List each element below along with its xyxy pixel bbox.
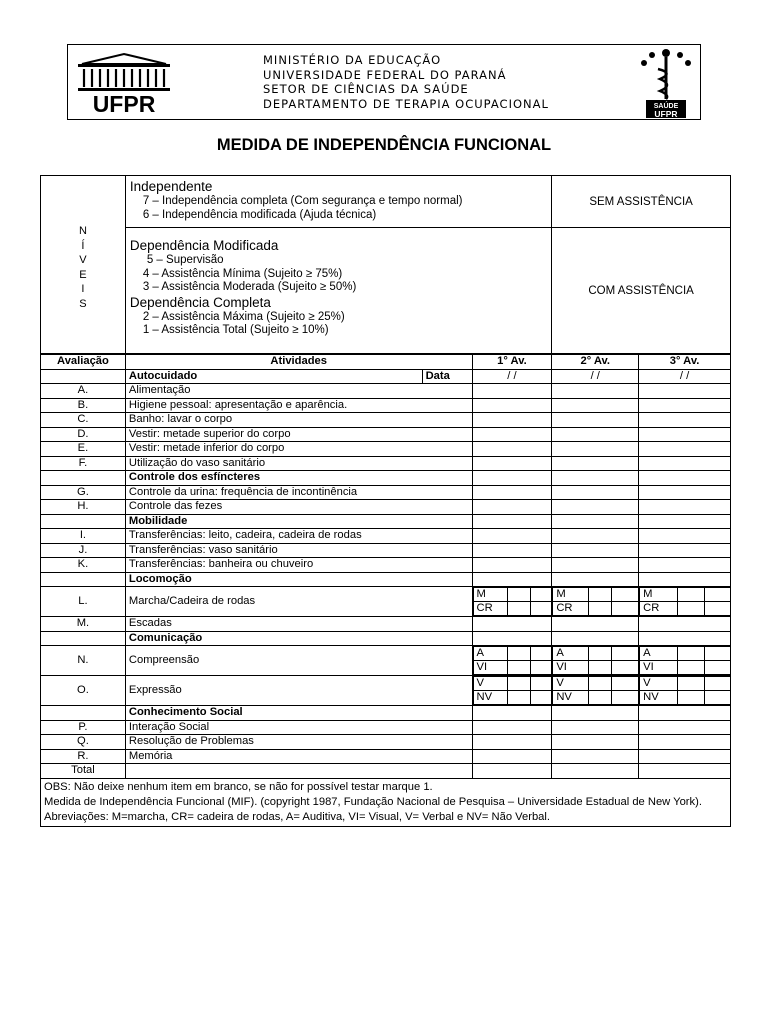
date-field-av3[interactable]: / / xyxy=(639,369,731,384)
table-row: O. Expressão V NV V NV V NV xyxy=(41,676,731,706)
assessment-table xyxy=(40,354,731,827)
dependent-levels: Dependência Modificada 5 – Supervisão 4 – Assistência Mínima (Sujeito ≥ 75%) 3 – Assistência Moderada (Sujeito ≥ 50%) Dependência Completa 2 – Assistência Máxima (Sujeito ≥ 25%) 1 – Assistência Total (Sujeito ≥ 10%) xyxy=(125,228,551,354)
score-cell[interactable] xyxy=(472,617,552,632)
levels-table xyxy=(40,175,731,354)
saude-ufpr-logo xyxy=(638,47,694,119)
score-cell[interactable] xyxy=(639,485,731,500)
score-cell[interactable] xyxy=(472,485,552,500)
section-row xyxy=(41,706,731,721)
split-score-cell[interactable]: A VI xyxy=(552,646,639,676)
score-cell[interactable] xyxy=(472,384,552,399)
score-cell[interactable] xyxy=(639,617,731,632)
total-cell[interactable] xyxy=(472,764,552,779)
score-cell[interactable] xyxy=(639,442,731,457)
section-row xyxy=(41,514,731,529)
total-cell[interactable] xyxy=(639,764,731,779)
score-cell[interactable] xyxy=(639,398,731,413)
col-av3: 3° Av. xyxy=(639,355,731,370)
svg-text:UFPR: UFPR xyxy=(92,91,156,114)
date-field-av2[interactable]: / / xyxy=(552,369,639,384)
ministry-line: MINISTÉRIO DA EDUCAÇÃO xyxy=(263,53,442,67)
table-row: P. Interação Social xyxy=(41,720,731,735)
svg-text:UFPR: UFPR xyxy=(654,109,678,119)
table-row: B. Higiene pessoal: apresentação e aparência. xyxy=(41,398,731,413)
table-row: Q. Resolução de Problemas xyxy=(41,735,731,750)
split-score-cell[interactable]: V NV xyxy=(472,676,552,706)
score-cell[interactable] xyxy=(472,735,552,750)
score-cell[interactable] xyxy=(639,558,731,573)
score-cell[interactable] xyxy=(472,543,552,558)
score-cell[interactable] xyxy=(472,427,552,442)
without-assistance-label: SEM ASSISTÊNCIA xyxy=(552,176,731,228)
score-cell[interactable] xyxy=(639,749,731,764)
table-row: G. Controle da urina: frequência de incontinência xyxy=(41,485,731,500)
notes-row xyxy=(41,778,731,826)
table-row: H. Controle das fezes xyxy=(41,500,731,515)
table-row: E. Vestir: metade inferior do corpo xyxy=(41,442,731,457)
score-cell[interactable] xyxy=(639,413,731,428)
department-line: DEPARTAMENTO DE TERAPIA OCUPACIONAL xyxy=(263,96,549,111)
page-title: MEDIDA DE INDEPENDÊNCIA FUNCIONAL xyxy=(216,136,552,154)
section-communication: Comunicação xyxy=(125,631,472,646)
table-row: C. Banho: lavar o corpo xyxy=(41,413,731,428)
date-field-av1[interactable]: / / xyxy=(472,369,552,384)
score-cell[interactable] xyxy=(472,413,552,428)
sector-line: SETOR DE CIÊNCIAS DA SAÚDE xyxy=(263,82,469,96)
split-score-cell[interactable]: V NV xyxy=(639,676,731,706)
table-row: L. Marcha/Cadeira de rodas M CR M CR M CR xyxy=(41,587,731,617)
score-cell[interactable] xyxy=(552,543,639,558)
section-social: Conhecimento Social xyxy=(125,706,472,721)
section-mobility: Mobilidade xyxy=(125,514,472,529)
split-score-cell[interactable]: V NV xyxy=(552,676,639,706)
with-assistance-label: COM ASSISTÊNCIA xyxy=(552,228,731,354)
score-cell[interactable] xyxy=(552,720,639,735)
section-locomotion: Locomoção xyxy=(125,572,472,587)
score-cell[interactable] xyxy=(552,735,639,750)
institution-block xyxy=(263,53,549,111)
score-cell[interactable] xyxy=(639,427,731,442)
table-row: F. Utilização do vaso sanitário xyxy=(41,456,731,471)
score-cell[interactable] xyxy=(552,398,639,413)
score-cell[interactable] xyxy=(552,500,639,515)
obs-note: OBS: Não deixe nenhum item em branco, se não for possível testar marque 1. xyxy=(44,780,433,793)
section-row xyxy=(41,631,731,646)
score-cell[interactable] xyxy=(552,442,639,457)
col-activities: Atividades xyxy=(125,355,472,370)
table-row: J. Transferências: vaso sanitário xyxy=(41,543,731,558)
score-cell[interactable] xyxy=(552,456,639,471)
table-row: I. Transferências: leito, cadeira, cadeira de rodas xyxy=(41,529,731,544)
score-cell[interactable] xyxy=(472,398,552,413)
date-label: Data xyxy=(422,369,472,384)
section-row xyxy=(41,572,731,587)
table-row: N. Compreensão A VI A VI A VI xyxy=(41,646,731,676)
independent-levels: Independente 7 – Independência completa (Com segurança e tempo normal) 6 – Independência modificada (Ajuda técnica) xyxy=(125,176,551,228)
notes xyxy=(41,778,731,826)
split-score-cell[interactable]: M CR xyxy=(552,587,639,617)
score-cell[interactable] xyxy=(552,485,639,500)
split-score-cell[interactable]: A VI xyxy=(639,646,731,676)
letterhead xyxy=(67,44,701,120)
score-cell[interactable] xyxy=(472,442,552,457)
score-cell[interactable] xyxy=(639,384,731,399)
score-cell[interactable] xyxy=(552,413,639,428)
score-cell[interactable] xyxy=(472,749,552,764)
svg-text:SAÚDE: SAÚDE xyxy=(653,103,679,110)
score-cell[interactable] xyxy=(552,384,639,399)
section-row xyxy=(41,471,731,486)
score-cell[interactable] xyxy=(639,500,731,515)
score-cell[interactable] xyxy=(639,720,731,735)
split-score-cell[interactable]: M CR xyxy=(639,587,731,617)
score-cell[interactable] xyxy=(639,529,731,544)
copyright-note: Medida de Independência Funcional (MIF). (copyright 1987, Fundação Nacional de Pesquisa – Universidade Estadual de New York). Abreviações: M=marcha, CR= cadeira de rodas, A= Auditiva, VI= Visual, V= Verbal e NV= Não Verbal. xyxy=(44,795,702,823)
section-self-care: Autocuidado xyxy=(125,369,422,384)
university-line: UNIVERSIDADE FEDERAL DO PARANÁ xyxy=(263,67,507,82)
total-label: Total xyxy=(41,764,126,779)
score-cell[interactable] xyxy=(472,558,552,573)
ufpr-logo xyxy=(72,52,176,114)
score-cell[interactable] xyxy=(552,427,639,442)
total-row xyxy=(41,764,731,779)
score-cell[interactable] xyxy=(639,735,731,750)
score-cell[interactable] xyxy=(552,749,639,764)
total-cell[interactable] xyxy=(552,764,639,779)
score-cell[interactable] xyxy=(472,500,552,515)
col-evaluation: Avaliação xyxy=(41,355,126,370)
score-cell[interactable] xyxy=(472,456,552,471)
score-cell[interactable] xyxy=(472,529,552,544)
score-cell[interactable] xyxy=(472,720,552,735)
score-cell[interactable] xyxy=(639,543,731,558)
table-row: A. Alimentação xyxy=(41,384,731,399)
split-score-cell[interactable]: A VI xyxy=(472,646,552,676)
table-row: R. Memória xyxy=(41,749,731,764)
score-cell[interactable] xyxy=(552,558,639,573)
col-av1: 1° Av. xyxy=(472,355,552,370)
col-av2: 2° Av. xyxy=(552,355,639,370)
niveis-vertical-label: N Í V E I S xyxy=(41,176,126,354)
split-score-cell[interactable]: M CR xyxy=(472,587,552,617)
score-cell[interactable] xyxy=(552,529,639,544)
table-row: M. Escadas xyxy=(41,617,731,632)
score-cell[interactable] xyxy=(639,456,731,471)
score-cell[interactable] xyxy=(552,617,639,632)
table-row: K. Transferências: banheira ou chuveiro xyxy=(41,558,731,573)
table-row: D. Vestir: metade superior do corpo xyxy=(41,427,731,442)
section-sphincter: Controle dos esfíncteres xyxy=(125,471,472,486)
